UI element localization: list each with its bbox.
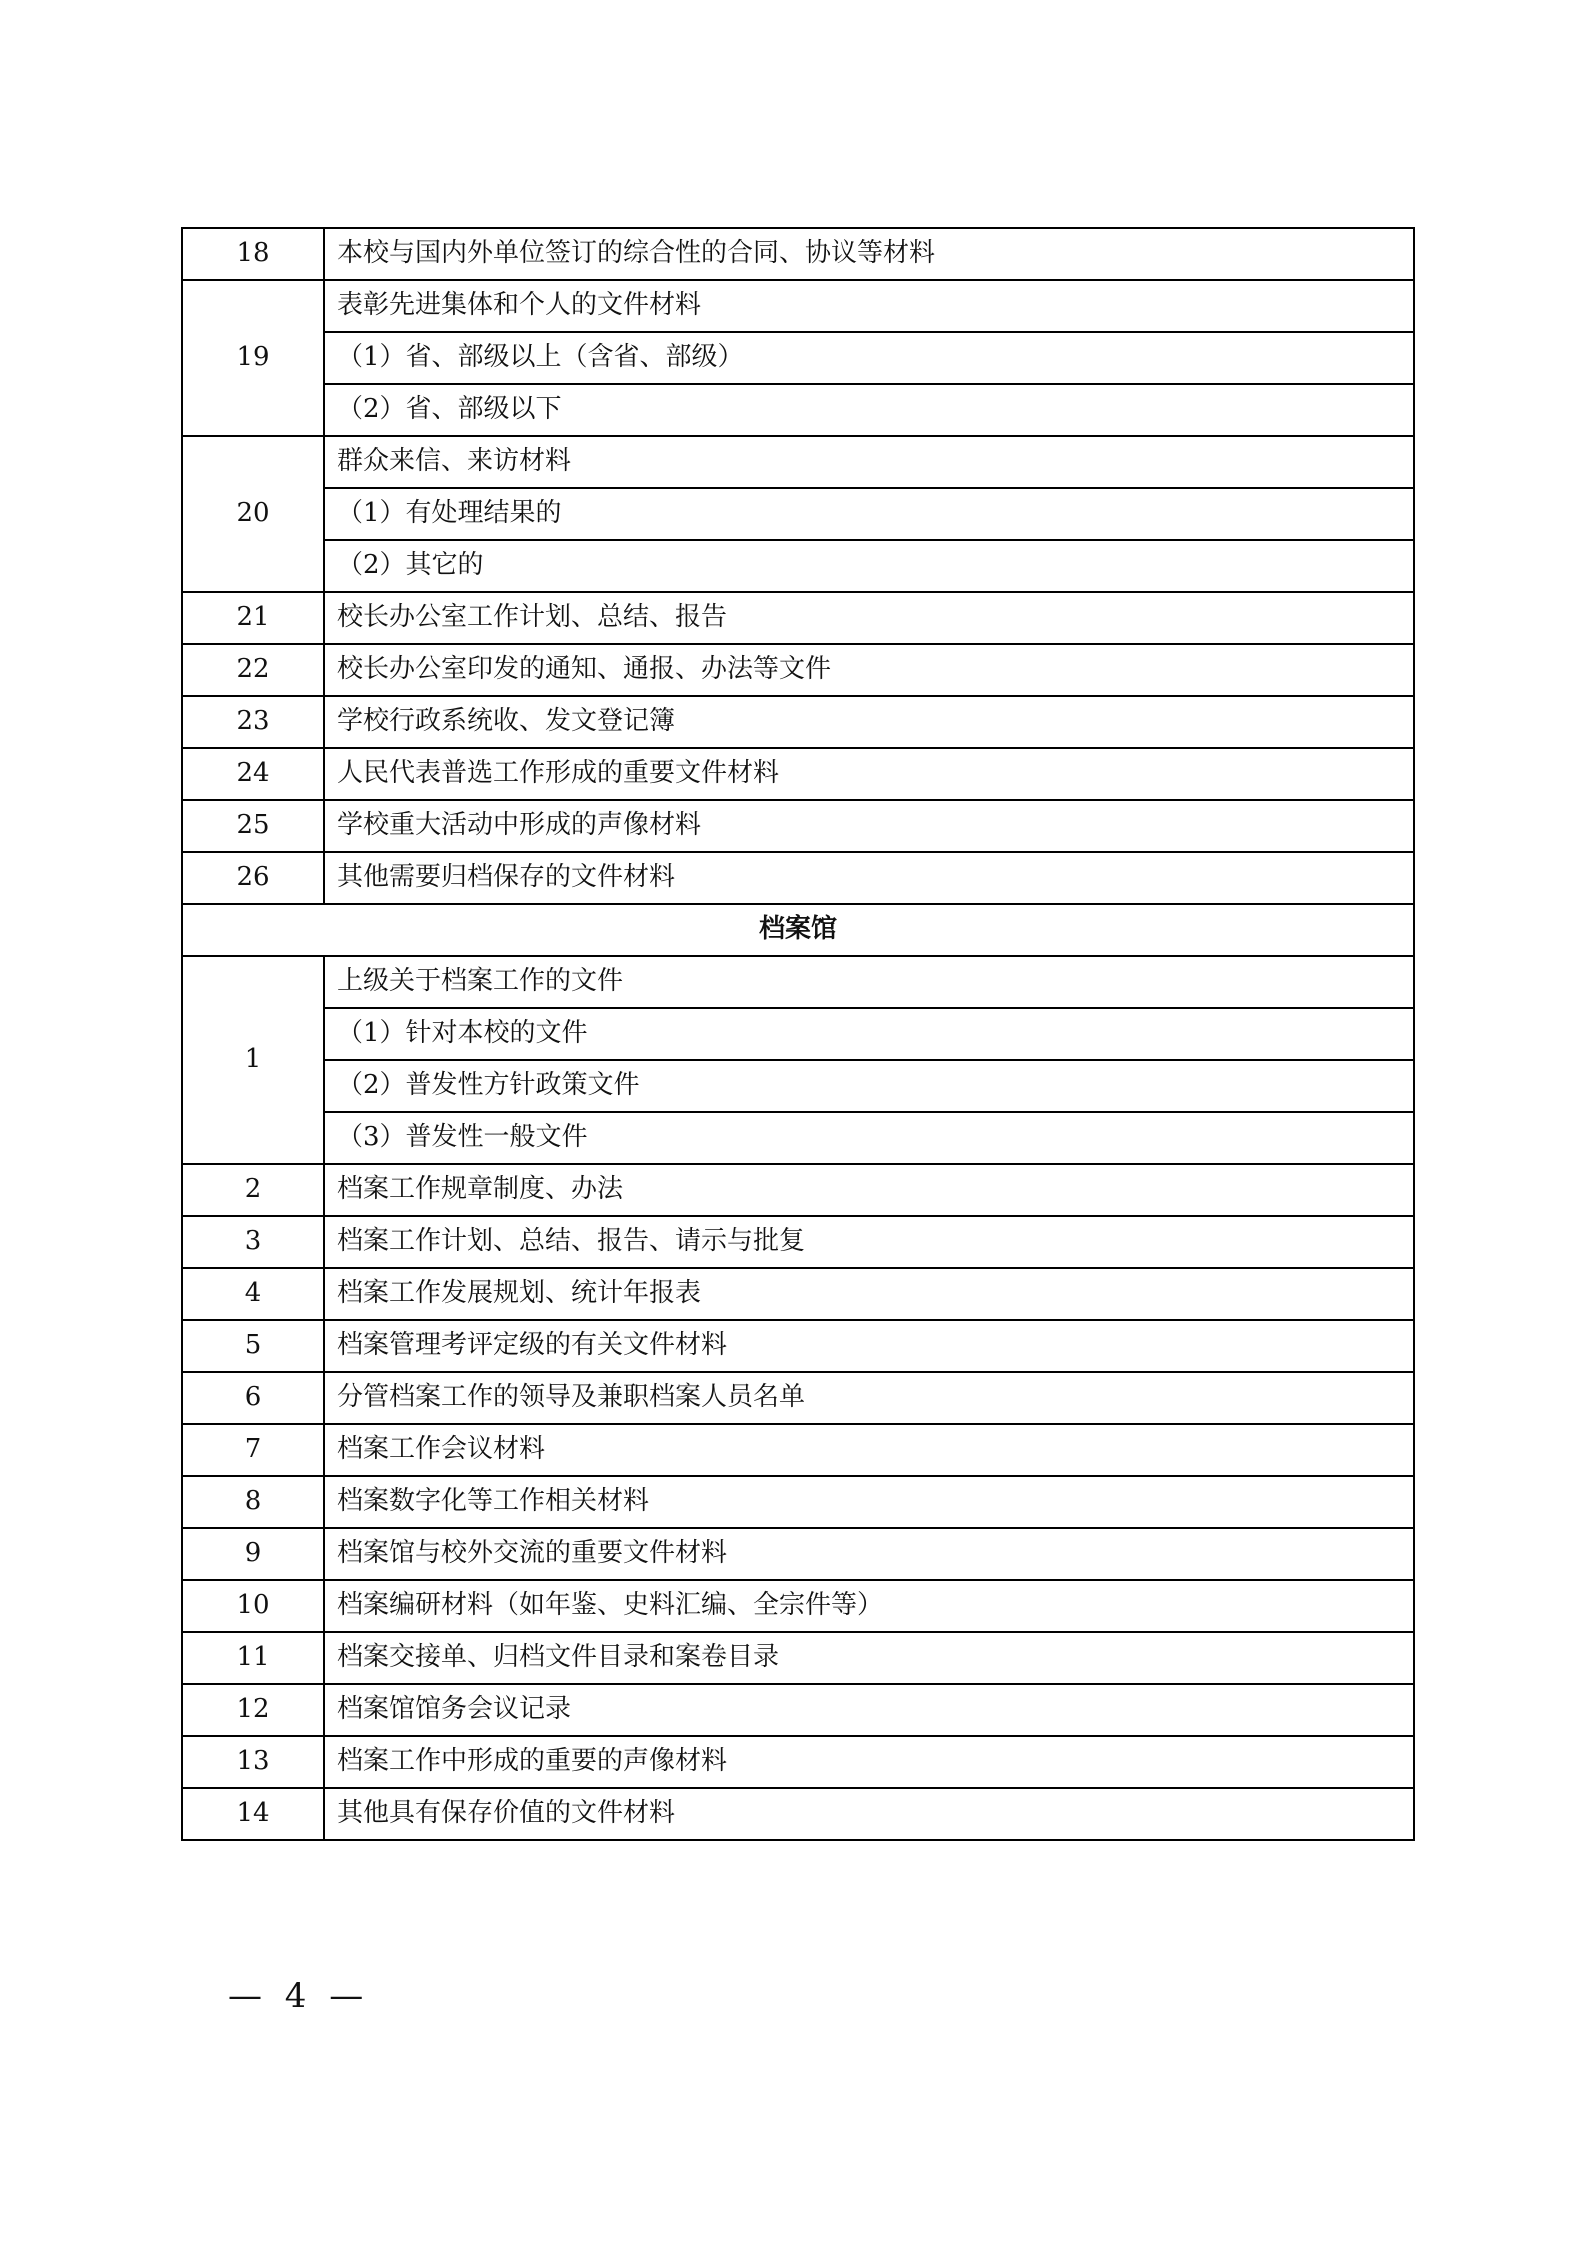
item-description: 档案工作规章制度、办法 (324, 1164, 1414, 1216)
item-description: 学校行政系统收、发文登记簿 (324, 696, 1414, 748)
table-row (182, 1060, 1414, 1112)
archive-retention-table (181, 227, 1415, 1841)
item-number: 22 (182, 644, 324, 696)
item-description: 其他具有保存价值的文件材料 (324, 1788, 1414, 1840)
item-subcategory: （1）有处理结果的 (324, 488, 1414, 540)
item-number: 5 (182, 1320, 324, 1372)
table-row (182, 384, 1414, 436)
item-number: 12 (182, 1684, 324, 1736)
item-description: 群众来信、来访材料 (324, 436, 1414, 488)
item-description: 档案交接单、归档文件目录和案卷目录 (324, 1632, 1414, 1684)
item-number: 10 (182, 1580, 324, 1632)
item-number: 14 (182, 1788, 324, 1840)
item-subcategory: （1）省、部级以上（含省、部级） (324, 332, 1414, 384)
table-row (182, 436, 1414, 488)
item-number: 2 (182, 1164, 324, 1216)
section-row (182, 904, 1414, 956)
item-description: 分管档案工作的领导及兼职档案人员名单 (324, 1372, 1414, 1424)
table-row (182, 1164, 1414, 1216)
item-description: 档案工作会议材料 (324, 1424, 1414, 1476)
item-description: 学校重大活动中形成的声像材料 (324, 800, 1414, 852)
table-row (182, 280, 1414, 332)
item-subcategory: （2）其它的 (324, 540, 1414, 592)
table-row (182, 1580, 1414, 1632)
table-row (182, 1476, 1414, 1528)
table-row (182, 1424, 1414, 1476)
item-number: 8 (182, 1476, 324, 1528)
item-description: 档案工作计划、总结、报告、请示与批复 (324, 1216, 1414, 1268)
table-row (182, 332, 1414, 384)
item-number: 9 (182, 1528, 324, 1580)
table-row (182, 644, 1414, 696)
item-subcategory: （2）普发性方针政策文件 (324, 1060, 1414, 1112)
item-number: 1 (182, 956, 324, 1164)
item-number: 18 (182, 228, 324, 280)
table-row (182, 540, 1414, 592)
table-row (182, 1008, 1414, 1060)
table-row (182, 1320, 1414, 1372)
item-description: 本校与国内外单位签订的综合性的合同、协议等材料 (324, 228, 1414, 280)
page-number: — 4 — (228, 1976, 370, 2016)
table-row (182, 748, 1414, 800)
item-number: 21 (182, 592, 324, 644)
item-description: 其他需要归档保存的文件材料 (324, 852, 1414, 904)
table-row (182, 696, 1414, 748)
item-number: 20 (182, 436, 324, 592)
item-number: 13 (182, 1736, 324, 1788)
item-number: 23 (182, 696, 324, 748)
item-number: 25 (182, 800, 324, 852)
item-description: 人民代表普选工作形成的重要文件材料 (324, 748, 1414, 800)
item-number: 26 (182, 852, 324, 904)
table-row (182, 1684, 1414, 1736)
item-description: 档案工作发展规划、统计年报表 (324, 1268, 1414, 1320)
item-description: 校长办公室工作计划、总结、报告 (324, 592, 1414, 644)
table-row (182, 1788, 1414, 1840)
item-subcategory: （3）普发性一般文件 (324, 1112, 1414, 1164)
table-row (182, 1736, 1414, 1788)
item-description: 表彰先进集体和个人的文件材料 (324, 280, 1414, 332)
table-row (182, 1372, 1414, 1424)
item-description: 校长办公室印发的通知、通报、办法等文件 (324, 644, 1414, 696)
item-number: 24 (182, 748, 324, 800)
item-description: 档案管理考评定级的有关文件材料 (324, 1320, 1414, 1372)
item-description: 上级关于档案工作的文件 (324, 956, 1414, 1008)
item-number: 7 (182, 1424, 324, 1476)
item-description: 档案数字化等工作相关材料 (324, 1476, 1414, 1528)
item-number: 4 (182, 1268, 324, 1320)
table-row (182, 1268, 1414, 1320)
table-row (182, 956, 1414, 1008)
table-body (182, 228, 1414, 1840)
table-row (182, 1216, 1414, 1268)
table-row (182, 1632, 1414, 1684)
item-number: 19 (182, 280, 324, 436)
item-number: 3 (182, 1216, 324, 1268)
item-subcategory: （1）针对本校的文件 (324, 1008, 1414, 1060)
table-row (182, 1112, 1414, 1164)
table-row (182, 228, 1414, 280)
item-number: 11 (182, 1632, 324, 1684)
item-description: 档案馆馆务会议记录 (324, 1684, 1414, 1736)
item-subcategory: （2）省、部级以下 (324, 384, 1414, 436)
item-description: 档案工作中形成的重要的声像材料 (324, 1736, 1414, 1788)
table-row (182, 488, 1414, 540)
table-row (182, 852, 1414, 904)
section-title: 档案馆 (182, 904, 1414, 956)
table-row (182, 800, 1414, 852)
item-description: 档案编研材料（如年鉴、史料汇编、全宗件等） (324, 1580, 1414, 1632)
table-row (182, 592, 1414, 644)
item-number: 6 (182, 1372, 324, 1424)
table-row (182, 1528, 1414, 1580)
item-description: 档案馆与校外交流的重要文件材料 (324, 1528, 1414, 1580)
